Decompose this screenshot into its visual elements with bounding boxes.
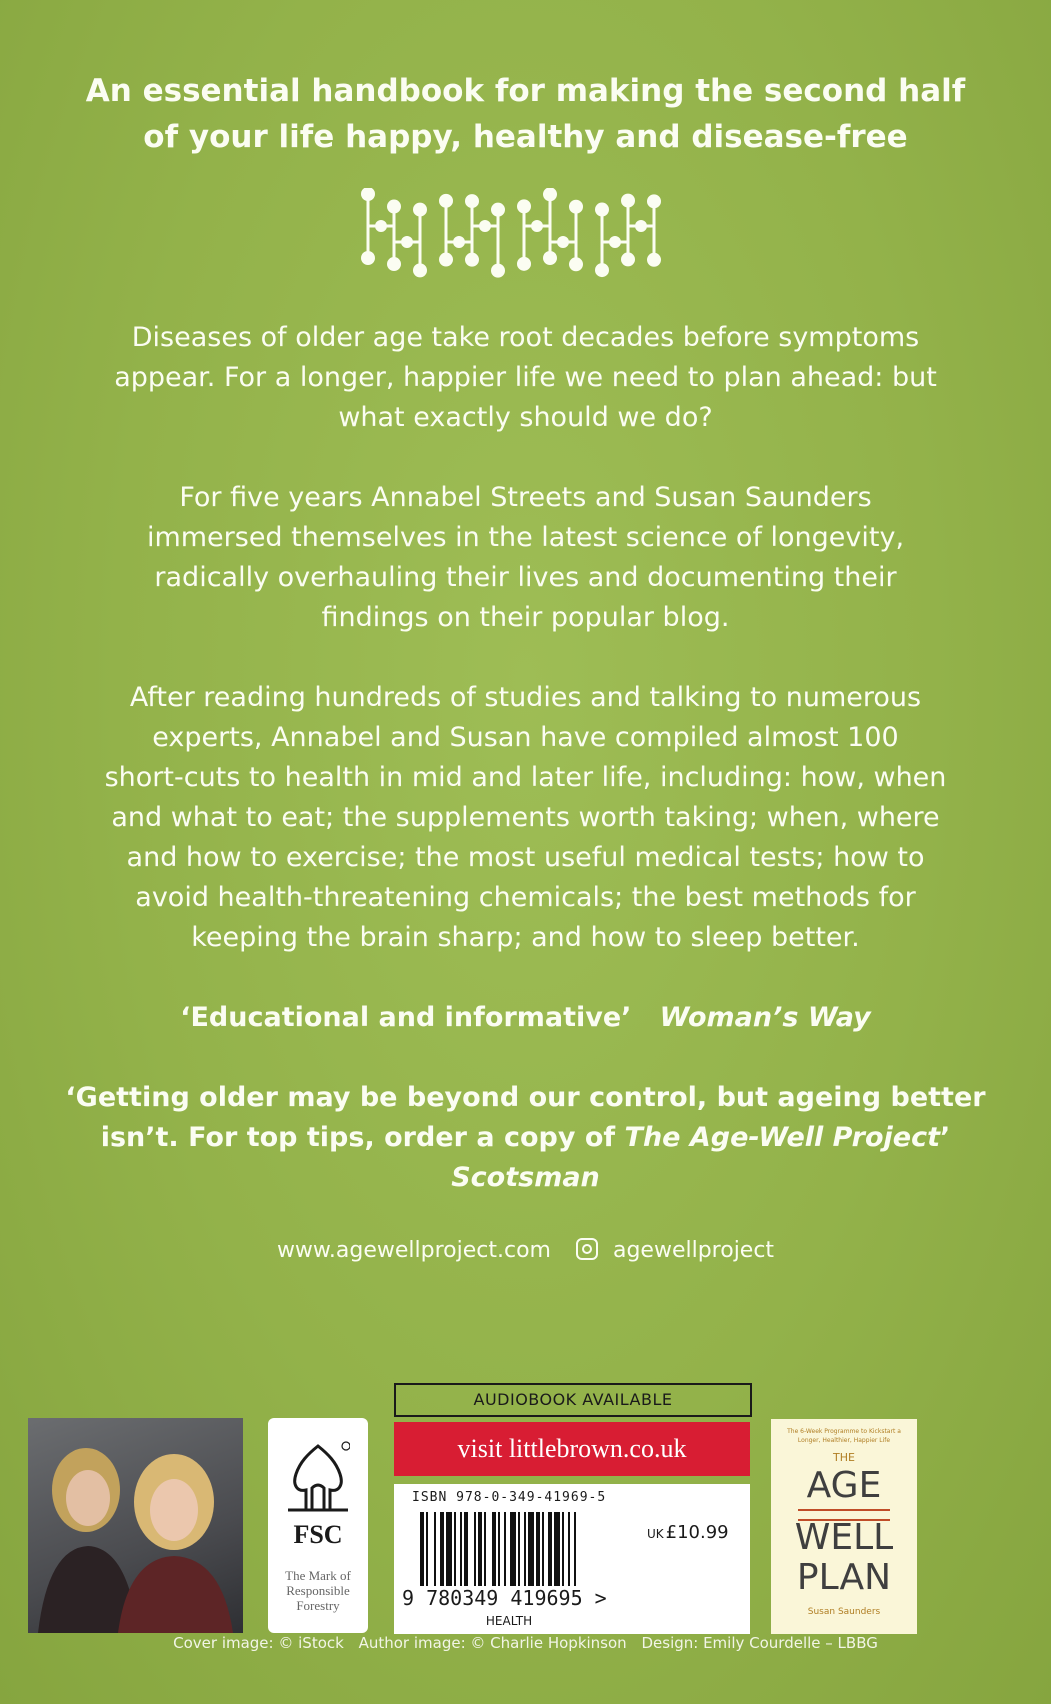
dna-node	[519, 258, 530, 269]
isbn-label: ISBN 978-0-349-41969-5	[412, 1490, 607, 1505]
barcode-bar	[440, 1512, 444, 1586]
barcode-bar	[426, 1512, 428, 1586]
paragraph-line: immersed themselves in the latest science of longevity,	[146, 522, 905, 553]
dna-node	[493, 265, 504, 276]
dna-node	[571, 201, 582, 212]
barcode-bar	[478, 1512, 482, 1586]
paragraph-line: what exactly should we do?	[338, 402, 713, 433]
related-book-title-2: WELL	[794, 1517, 894, 1558]
visit-publisher-banner[interactable]: visit littlebrown.co.uk	[394, 1422, 750, 1476]
dna-node	[415, 265, 426, 276]
dna-node	[545, 253, 556, 264]
credit-design: Design: Emily Courdelle – LBBG	[641, 1634, 878, 1652]
tagline	[60, 68, 991, 160]
paragraph-line: radically overhauling their lives and documenting their	[154, 562, 897, 593]
paragraph-line: experts, Annabel and Susan have compiled almost 100	[152, 722, 899, 753]
audiobook-badge: AUDIOBOOK AVAILABLE	[394, 1383, 752, 1417]
dna-node	[623, 195, 634, 206]
fsc-logo	[268, 1418, 368, 1633]
paragraph-line: avoid health-threatening chemicals; the best methods for	[135, 882, 916, 913]
dna-node	[545, 189, 556, 200]
paragraph-line: Diseases of older age take root decades before symptoms	[131, 322, 920, 353]
category-label: HEALTH	[485, 1614, 533, 1628]
barcode-bar	[554, 1512, 560, 1586]
quote-source: Woman’s Way	[659, 1002, 871, 1033]
dna-node	[441, 195, 452, 206]
barcode-bar	[460, 1512, 462, 1586]
instagram-handle[interactable]: agewellproject	[612, 1238, 775, 1263]
fsc-wordmark: FSC	[293, 1520, 343, 1549]
barcode-bar	[492, 1512, 496, 1586]
dna-helix-icon	[360, 188, 672, 280]
review-quote-2	[60, 1078, 991, 1198]
barcode-number: 9 780349 419695 >	[402, 1586, 607, 1610]
quote-line: isn’t. For top tips, order a copy of The Age-Well Project’	[100, 1122, 951, 1153]
paragraph-line: After reading hundreds of studies and talking to numerous	[129, 682, 922, 713]
related-book-cover	[771, 1419, 917, 1634]
dna-node	[403, 238, 412, 247]
price-label: UK £10.99	[647, 1522, 729, 1543]
credit-author: Author image: © Charlie Hopkinson	[358, 1634, 627, 1652]
related-book-subtitle: The 6-Week Programme to Kickstart a Longer, Healthier, Happier Life	[787, 1428, 901, 1444]
paragraph-line: For five years Annabel Streets and Susan Saunders	[179, 482, 872, 513]
author-photo	[28, 1418, 243, 1633]
dna-node	[467, 254, 478, 265]
barcode-bar	[542, 1512, 544, 1586]
barcode-bar	[504, 1512, 506, 1586]
barcode-bar	[446, 1512, 452, 1586]
barcode-bar	[464, 1512, 468, 1586]
barcode-bar	[568, 1512, 570, 1586]
related-book-the: THE	[833, 1451, 855, 1464]
dna-node	[623, 254, 634, 265]
quote-text: ‘Educational and informative’	[180, 1002, 632, 1033]
paragraph-authors	[70, 478, 981, 638]
related-book-author: Susan Saunders	[807, 1607, 881, 1617]
review-quote-1	[60, 998, 991, 1038]
barcode-bar	[454, 1512, 456, 1586]
dna-node	[649, 254, 660, 265]
dna-node	[467, 196, 478, 207]
paragraph-line: appear. For a longer, happier life we need to plan ahead: but	[114, 362, 937, 393]
dna-node	[441, 254, 452, 265]
image-credits	[0, 1634, 1051, 1652]
tagline-line-1: An essential handbook for making the second half	[85, 73, 966, 109]
dna-node	[571, 259, 582, 270]
fsc-tree-icon	[286, 1440, 350, 1514]
barcode-bar	[536, 1512, 540, 1586]
barcode-bar	[498, 1512, 500, 1586]
barcode-bar	[474, 1512, 476, 1586]
website-link[interactable]: www.agewellproject.com	[276, 1238, 551, 1263]
barcode-bar	[484, 1512, 486, 1586]
dna-node	[597, 204, 608, 215]
dna-node	[533, 222, 542, 231]
dna-node	[481, 222, 490, 231]
credit-cover: Cover image: © iStock	[173, 1634, 344, 1652]
paragraph-intro	[70, 318, 981, 438]
dna-node	[455, 238, 464, 247]
dna-node	[559, 238, 568, 247]
tagline-line-2: of your life happy, healthy and disease-free	[143, 119, 908, 155]
dna-node	[389, 259, 400, 270]
barcode-bar	[434, 1512, 436, 1586]
barcode-bar	[562, 1512, 564, 1586]
web-links	[0, 1238, 1051, 1263]
barcode-bar	[518, 1512, 520, 1586]
dna-node	[389, 201, 400, 212]
dna-node	[377, 222, 386, 231]
related-book-title-1: AGE	[806, 1465, 882, 1506]
quote-source: Scotsman	[451, 1162, 600, 1193]
dna-node	[597, 265, 608, 276]
barcode-bar	[528, 1512, 534, 1586]
dna-node	[637, 222, 646, 231]
paragraph-line: and what to eat; the supplements worth taking; when, where	[111, 802, 940, 833]
dna-node	[649, 196, 660, 207]
dna-node	[363, 253, 374, 264]
paragraph-contents	[70, 678, 981, 958]
dna-node	[415, 204, 426, 215]
barcode-bar	[548, 1512, 552, 1586]
instagram-icon	[576, 1238, 598, 1260]
dna-node	[519, 201, 530, 212]
dna-node	[363, 189, 374, 200]
barcode-bar	[420, 1512, 424, 1586]
related-book-title-3: PLAN	[796, 1557, 892, 1598]
paragraph-line: findings on their popular blog.	[321, 602, 730, 633]
quote-line: ‘Getting older may be beyond our control, but ageing better	[65, 1082, 986, 1113]
dna-node	[493, 204, 504, 215]
paragraph-line: and how to exercise; the most useful medical tests; how to	[126, 842, 925, 873]
barcode-bar	[524, 1512, 526, 1586]
dna-node	[611, 238, 620, 247]
fsc-subtitle: The Mark of Responsible Forestry	[285, 1568, 351, 1613]
paragraph-line: short-cuts to health in mid and later life, including: how, when	[104, 762, 947, 793]
authors-portrait-image	[28, 1418, 243, 1633]
barcode-bar	[574, 1512, 576, 1586]
barcode-panel	[394, 1484, 750, 1634]
barcode-bar	[510, 1512, 516, 1586]
paragraph-line: keeping the brain sharp; and how to sleep better.	[191, 922, 860, 953]
